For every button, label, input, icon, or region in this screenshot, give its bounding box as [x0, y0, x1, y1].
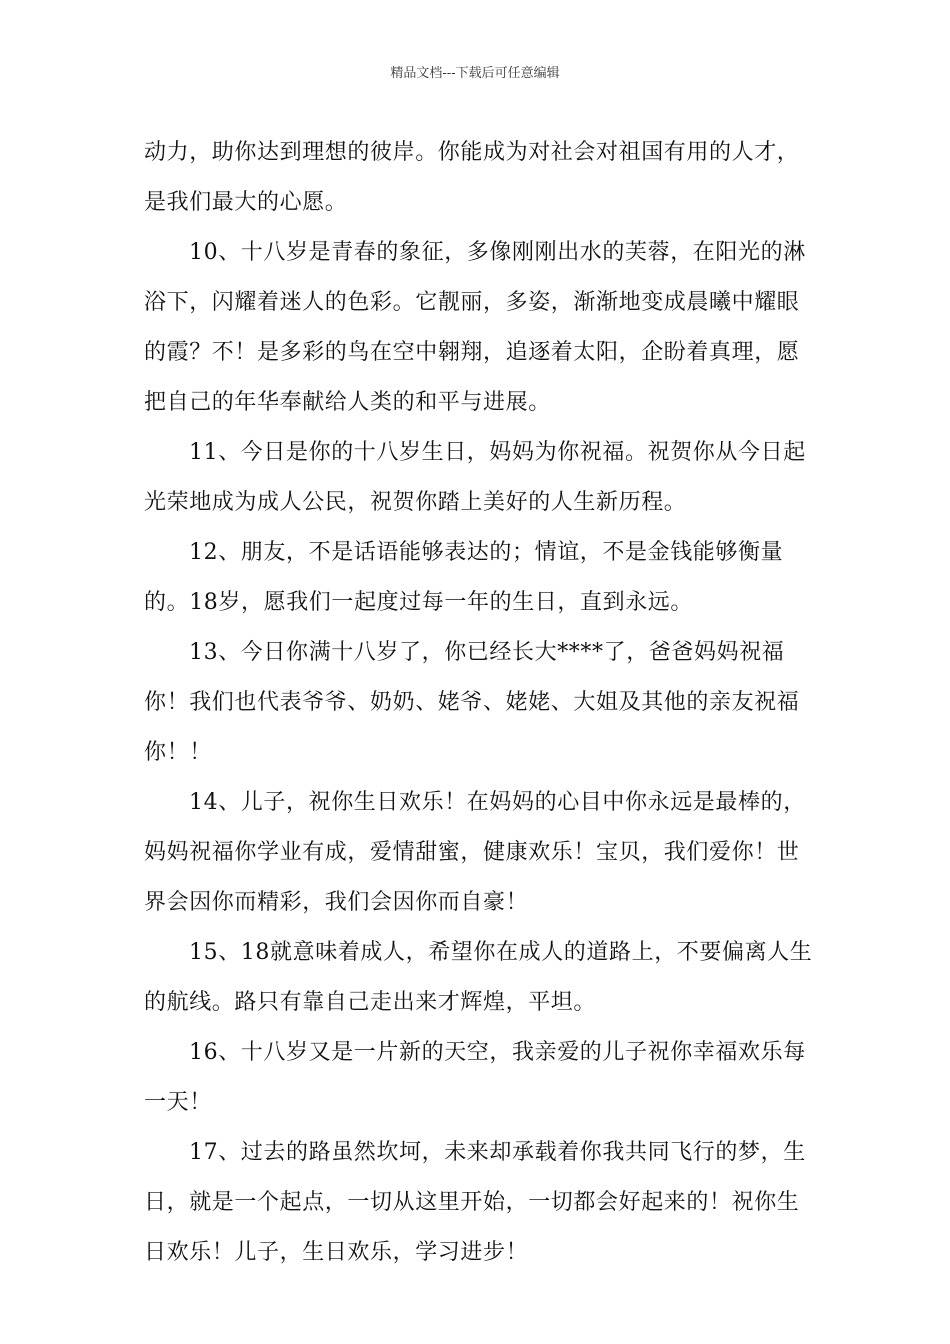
paragraph-14: 14、儿子，祝你生日欢乐！在妈妈的心目中你永远是最棒的，妈妈祝福你学业有成，爱情甜蜜，健康欢乐！宝贝，我们爱你！世界会因你而精彩，我们会因你而自豪！ [144, 790, 806, 915]
paragraph-17: 17、过去的路虽然坎坷，未来却承载着你我共同飞行的梦，生日，就是一个起点，一切从这里开始，一切都会好起来的！祝你生日欢乐！儿子，生日欢乐，学习进步！ [144, 1140, 806, 1265]
paragraph-15: 15、18就意味着成人，希望你在成人的道路上，不要偏离人生的航线。路只有靠自己走出来才辉煌，平坦。 [144, 940, 813, 1015]
paragraph-11: 11、今日是你的十八岁生日，妈妈为你祝福。祝贺你从今日起光荣地成为成人公民，祝贺你踏上美好的人生新历程。 [144, 440, 806, 515]
paragraph-10: 10、十八岁是青春的象征，多像刚刚出水的芙蓉，在阳光的淋浴下，闪耀着迷人的色彩。它靓丽，多姿，渐渐地变成晨曦中耀眼的霞？不！是多彩的鸟在空中翱翔，追逐着太阳，企盼着真理，愿把自己的年华奉献给人类的和平与进展。 [144, 240, 806, 415]
paragraph-continuation: 动力，助你达到理想的彼岸。你能成为对社会对祖国有用的人才，是我们最大的心愿。 [144, 140, 800, 215]
paragraph-12: 12、朋友，不是话语能够表达的；情谊，不是金钱能够衡量的。18岁，愿我们一起度过每一年的生日，直到永远。 [144, 540, 784, 615]
document-body [144, 128, 814, 1278]
paragraph-13: 13、今日你满十八岁了，你已经长大****了，爸爸妈妈祝福你！我们也代表爷爷、奶奶、姥爷、姥姥、大姐及其他的亲友祝福你！！ [144, 640, 800, 765]
page-header: 精品文档---下载后可任意编辑 [390, 66, 560, 81]
paragraph-16: 16、十八岁又是一片新的天空，我亲爱的儿子祝你幸福欢乐每一天！ [144, 1040, 806, 1115]
